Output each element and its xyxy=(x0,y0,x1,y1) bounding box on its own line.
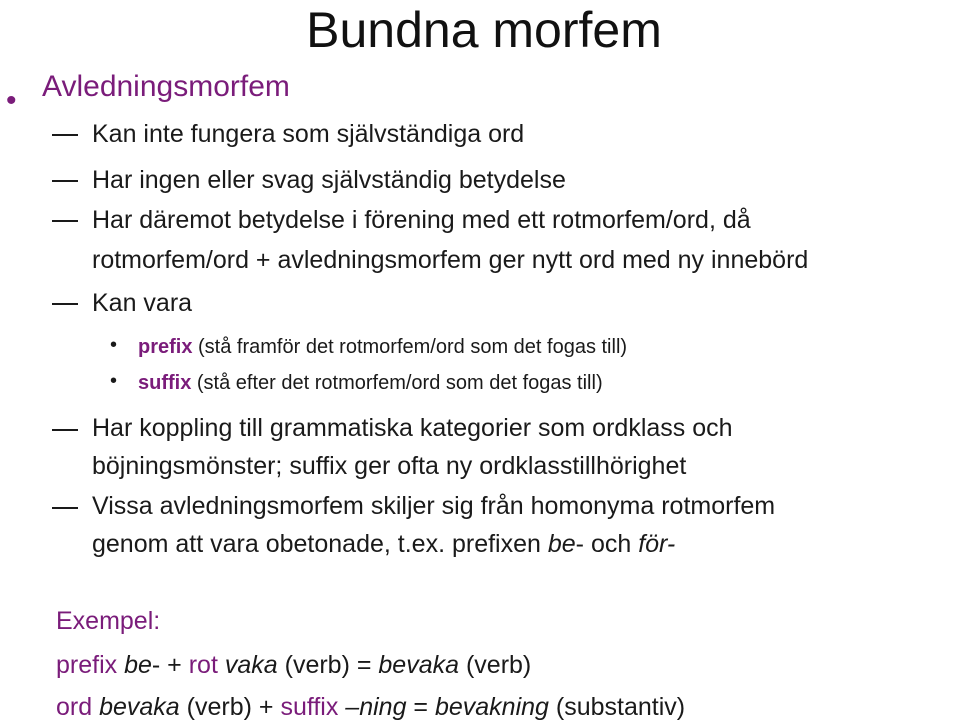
text-span: (substantiv) xyxy=(548,693,686,721)
term-suffix: suffix xyxy=(138,372,192,394)
label-ord: ord xyxy=(56,693,100,721)
list-item: Kan inte fungera som självständiga ord xyxy=(92,120,525,148)
list-item: Vissa avledningsmorfem skiljer sig från homonyma rotmorfem xyxy=(92,492,776,520)
term-description: (stå framför det rotmorfem/ord som det fogas till) xyxy=(192,336,628,358)
sub-list-item xyxy=(138,331,627,363)
list-item: Har däremot betydelse i förening med ett rotmorfem/ord, då xyxy=(92,206,751,234)
list-item-continuation: böjningsmönster; suffix ger ofta ny ordklasstillhörighet xyxy=(92,452,687,480)
dash-icon xyxy=(52,429,78,431)
slide-title: Bundna morfem xyxy=(306,2,662,58)
dash-icon xyxy=(52,303,78,305)
bullet-icon: • xyxy=(6,84,17,117)
result-word: bevakning xyxy=(434,693,549,721)
morpheme: –ning xyxy=(345,693,407,721)
examples-heading: Exempel: xyxy=(56,607,161,635)
operator: - + xyxy=(151,651,189,679)
list-item: Har koppling till grammatiska kategorier som ordklass och xyxy=(92,414,733,442)
result-word: bevaka xyxy=(378,651,460,679)
italic-morpheme-be: be xyxy=(547,530,576,558)
text-span: (verb) + xyxy=(179,693,281,721)
text-span: - och xyxy=(575,530,639,558)
list-item-continuation xyxy=(92,524,675,564)
text-span: (verb) xyxy=(459,651,532,679)
label-rot: rot xyxy=(188,651,225,679)
dash-icon xyxy=(52,507,78,509)
list-item: Kan vara xyxy=(92,289,193,317)
word: bevaka xyxy=(99,693,180,721)
term-description: (stå efter det rotmorfem/ord som det fogas till) xyxy=(191,372,603,394)
sub-list-item xyxy=(138,367,603,399)
label-prefix: prefix xyxy=(56,651,125,679)
operator: = xyxy=(406,693,435,721)
section-heading: Avledningsmorfem xyxy=(42,70,290,103)
morpheme: be xyxy=(124,651,152,679)
sub-bullet-icon: • xyxy=(110,370,118,392)
example-row xyxy=(56,690,685,724)
dash-icon xyxy=(52,220,78,222)
word: vaka xyxy=(224,651,278,679)
dash-icon xyxy=(52,180,78,182)
label-suffix: suffix xyxy=(280,693,346,721)
dash-icon xyxy=(52,134,78,136)
italic-morpheme-for: för- xyxy=(638,530,676,558)
list-item-continuation: rotmorfem/ord + avledningsmorfem ger nytt ord med ny innebörd xyxy=(92,246,809,274)
text-span: genom att vara obetonade, t.ex. prefixen xyxy=(92,530,548,558)
text-span: (verb) = xyxy=(277,651,379,679)
sub-bullet-icon: • xyxy=(110,334,118,356)
example-row xyxy=(56,648,531,682)
term-prefix: prefix xyxy=(138,336,193,358)
list-item: Har ingen eller svag självständig betydelse xyxy=(92,166,566,194)
